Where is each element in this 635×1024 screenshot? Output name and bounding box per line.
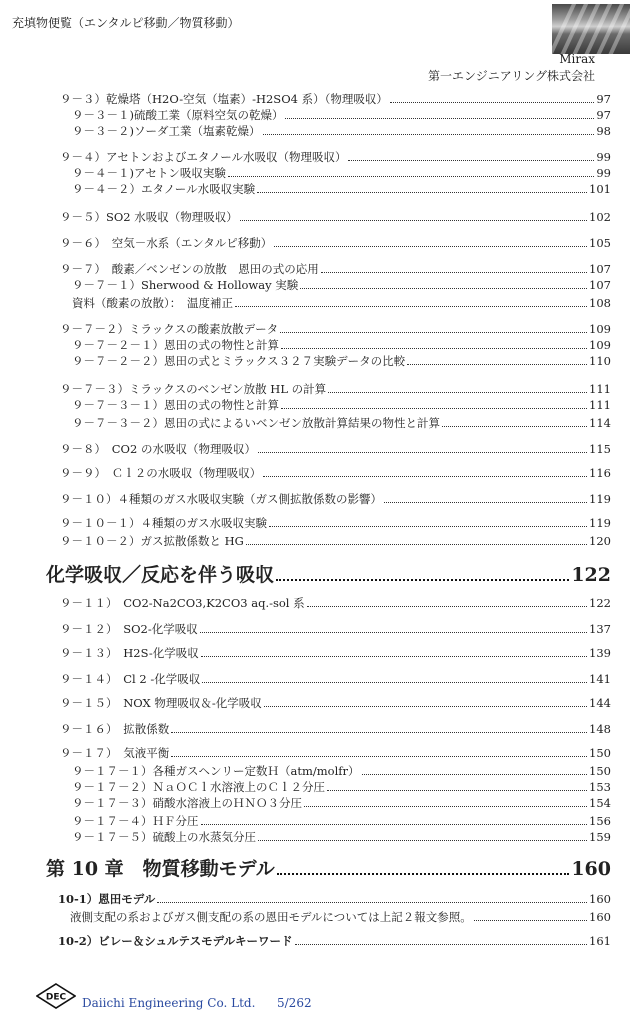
toc-entry[interactable]: ９－７－３－２）恩田の式によるいベンゼン放散計算結果の物性と計算 114 bbox=[72, 416, 611, 430]
toc-entry[interactable]: ９－７－３）ミラックスのベンゼン放散 HL の計算 111 bbox=[60, 382, 611, 396]
toc-entry[interactable]: ９－７－２）ミラックスの酸素放散データ 109 bbox=[60, 322, 611, 336]
toc-entry[interactable]: ９－１０）４種類のガス水吸収実験（ガス側拡散係数の影響） 119 bbox=[60, 492, 611, 506]
toc-entry[interactable]: 10-1）恩田モデル 160 bbox=[58, 892, 611, 906]
toc-entry[interactable]: ９－３）乾燥塔（H2O-空気（塩素）-H2SO4 系）（物理吸収） 97 bbox=[60, 92, 611, 106]
toc-entry[interactable]: ９－３－２)ソーダ工業（塩素乾燥） 98 bbox=[72, 124, 611, 138]
toc-entry[interactable]: ９－１２） SO2-化学吸収 137 bbox=[60, 622, 611, 636]
toc-entry[interactable]: ９－４－１)アセトン吸収実験 99 bbox=[72, 166, 611, 180]
toc-entry[interactable]: ９－７－１）Sherwood & Holloway 実験 107 bbox=[72, 278, 611, 292]
toc-entry[interactable]: ９－１６） 拡散係数 148 bbox=[60, 722, 611, 736]
toc-entry[interactable]: ９－１７－４）ＨＦ分圧 156 bbox=[72, 814, 611, 828]
toc-entry[interactable]: ９－１３） H2S-化学吸収 139 bbox=[60, 646, 611, 660]
toc-entry[interactable]: 10-2）ビレー＆シュルテスモデルキーワード 161 bbox=[58, 934, 611, 948]
toc-entry[interactable]: ９－３－１)硫酸工業（原料空気の乾燥） 97 bbox=[72, 108, 611, 122]
toc-entry[interactable]: 資料（酸素の放散）： 温度補正 108 bbox=[72, 296, 611, 310]
brand-name: Mirax bbox=[559, 52, 595, 66]
toc-entry[interactable]: ９－５）SO2 水吸収（物理吸収） 102 bbox=[60, 210, 611, 224]
toc-entry[interactable]: 液側支配の系およびガス側支配の系の恩田モデルについては上記２報文参照。 160 bbox=[70, 910, 611, 924]
toc-entry[interactable]: ９－１７－３）硝酸水溶液上のＨＮＯ３分圧 154 bbox=[72, 796, 611, 810]
dec-logo-icon bbox=[36, 983, 76, 1009]
toc-entry[interactable]: ９－１７－５）硫酸上の水蒸気分圧 159 bbox=[72, 830, 611, 844]
toc-entry[interactable]: ９－１０－２）ガス拡散係数と HG 120 bbox=[60, 534, 611, 548]
toc-entry[interactable]: ９－７－２－１）恩田の式の物性と計算 109 bbox=[72, 338, 611, 352]
toc-entry[interactable]: ９－７） 酸素／ベンゼンの放散 恩田の式の応用 107 bbox=[60, 262, 611, 276]
toc-entry[interactable]: ９－１１） CO2-Na2CO3,K2CO3 aq.-sol 系 122 bbox=[60, 596, 611, 610]
toc-entry[interactable]: ９－１５） NOX 物理吸収＆-化学吸収 144 bbox=[60, 696, 611, 710]
header-title: 充填物便覧（エンタルピ移動／物質移動） bbox=[12, 16, 240, 30]
toc-entry[interactable]: ９－６） 空気－水系（エンタルピ移動） 105 bbox=[60, 236, 611, 250]
logo-text: DEC bbox=[45, 992, 67, 1003]
company-name: 第一エンジニアリング株式会社 bbox=[428, 69, 595, 83]
toc-chapter-heading[interactable]: 第 10 章 物質移動モデル 160 bbox=[46, 858, 611, 880]
toc-entry[interactable]: ９－１７－１）各種ガスヘンリー定数Ｈ（atm/molfr） 150 bbox=[72, 764, 611, 778]
footer-company: Daiichi Engineering Co. Ltd. bbox=[82, 996, 256, 1010]
toc-entry[interactable]: ９－１４） Cl 2 -化学吸収 141 bbox=[60, 672, 611, 686]
toc-entry[interactable]: ９－１０－１）４種類のガス水吸収実験 119 bbox=[60, 516, 611, 530]
toc-entry[interactable]: ９－８） CO2 の水吸収（物理吸収） 115 bbox=[60, 442, 611, 456]
toc-entry[interactable]: ９－７－３－１）恩田の式の物性と計算 111 bbox=[72, 398, 611, 412]
page-number: 5/262 bbox=[277, 996, 312, 1010]
toc-chapter-heading[interactable]: 化学吸収／反応を伴う吸収 122 bbox=[46, 564, 611, 586]
toc-entry[interactable]: ９－７－２－２）恩田の式とミラックス３２７実験データの比較 110 bbox=[72, 354, 611, 368]
toc-entry[interactable]: ９－１７－２）ＮａＯＣｌ水溶液上のＣｌ２分圧 153 bbox=[72, 780, 611, 794]
toc-entry[interactable]: ９－１７） 気液平衡 150 bbox=[60, 746, 611, 760]
toc-entry[interactable]: ９－４）アセトンおよびエタノール水吸収（物理吸収） 99 bbox=[60, 150, 611, 164]
toc-entry[interactable]: ９－９） Ｃｌ２の水吸収（物理吸収） 116 bbox=[60, 466, 611, 480]
toc-entry[interactable]: ９－４－２）エタノール水吸収実験 101 bbox=[72, 182, 611, 196]
header-photo bbox=[552, 4, 630, 54]
